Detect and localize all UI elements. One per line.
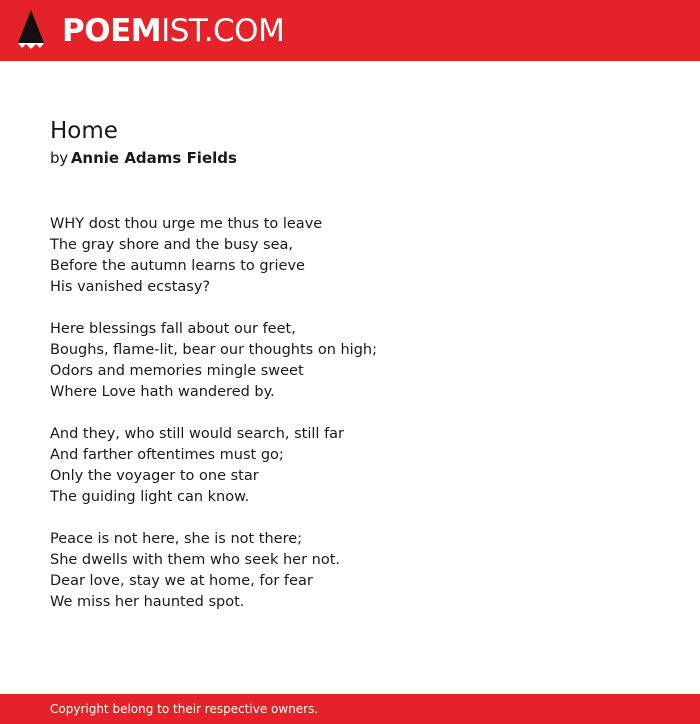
poem-line: Boughs, flame-lit, bear our thoughts on high; [50, 342, 377, 358]
poem-line: WHY dost thou urge me thus to leave [50, 216, 323, 232]
copyright-text: Copyright belong to their respective owners. [50, 702, 319, 716]
poem-stanza [50, 319, 650, 403]
poem-line: Dear love, stay we at home, for fear [50, 573, 313, 589]
poem-author: Annie Adams Fields [70, 149, 237, 167]
poem-title: Home [50, 118, 118, 144]
byline-by-label: by [50, 149, 68, 167]
poem-stanza [50, 424, 650, 508]
poem-body [50, 214, 650, 613]
site-logo[interactable] [62, 11, 284, 51]
poem-line: Only the voyager to one star [50, 468, 259, 484]
poem-line: Peace is not here, she is not there; [50, 531, 303, 547]
poem-container [50, 116, 650, 634]
poem-line: His vanished ecstasy? [50, 279, 211, 295]
poem-line: Odors and memories mingle sweet [50, 363, 304, 379]
poem-line: The gray shore and the busy sea, [50, 237, 294, 253]
pencil-tip-icon[interactable] [18, 10, 44, 50]
poem-line: Here blessings fall about our feet, [50, 321, 296, 337]
poem-line: And they, who still would search, still far [50, 426, 345, 442]
poem-byline [50, 146, 650, 170]
poem-line: We miss her haunted spot. [50, 594, 245, 610]
logo-text-bold: POEM [62, 13, 162, 49]
poem-stanza [50, 529, 650, 613]
logo-text-light: IST.COM [161, 13, 285, 49]
poem-line: Before the autumn learns to grieve [50, 258, 305, 274]
site-footer [0, 694, 700, 724]
poem-line: She dwells with them who seek her not. [50, 552, 340, 568]
site-header [0, 0, 700, 61]
poem-line: Where Love hath wandered by. [50, 384, 275, 400]
poem-line: And farther oftentimes must go; [50, 447, 284, 463]
poem-line: The guiding light can know. [50, 489, 250, 505]
poem-stanza [50, 214, 650, 298]
